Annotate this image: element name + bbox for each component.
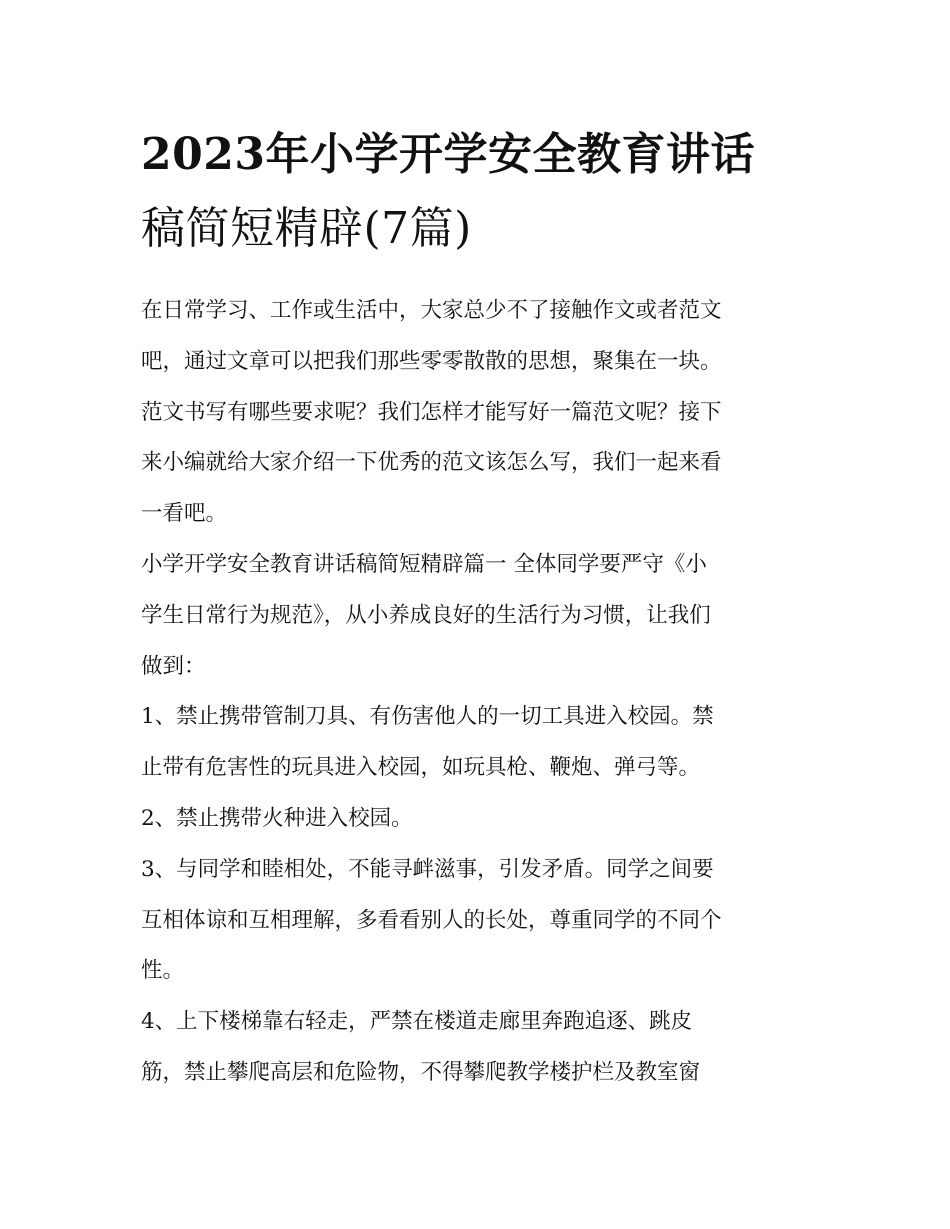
body-line: 性。: [141, 958, 185, 984]
document-title: [141, 118, 813, 266]
body-line: 小学开学安全教育讲话稿简短精辟篇一 全体同学要严守《小: [141, 551, 707, 577]
body-line: 互相体谅和互相理解，多看看别人的长处，尊重同学的不同个: [141, 907, 722, 933]
body-line: 止带有危害性的玩具进入校园，如玩具枪、鞭炮、弹弓等。: [141, 755, 701, 781]
body-line: 范文书写有哪些要求呢？我们怎样才能写好一篇范文呢？接下: [141, 399, 722, 425]
title-line-1: 2023年小学开学安全教育讲话: [141, 129, 755, 180]
body-line: 来小编就给大家介绍一下优秀的范文该怎么写，我们一起来看: [141, 450, 722, 476]
body-line: 2、禁止携带火种进入校园。: [141, 805, 413, 831]
body-line: 学生日常行为规范》，从小养成良好的生活行为习惯，让我们: [141, 602, 711, 628]
body-line: 做到：: [141, 653, 206, 679]
body-line: 筋，禁止攀爬高层和危险物，不得攀爬教学楼护栏及教室窗: [141, 1059, 701, 1085]
body-line: 在日常学习、工作或生活中，大家总少不了接触作文或者范文: [141, 298, 722, 323]
body-line: 吧，通过文章可以把我们那些零零散散的思想，聚集在一块。: [141, 348, 722, 374]
body-line: 4、上下楼梯靠右轻走，严禁在楼道走廊里奔跑追逐、跳皮: [141, 1009, 693, 1035]
body-line: 一看吧。: [141, 501, 228, 527]
body-line: 3、与同学和睦相处，不能寻衅滋事，引发矛盾。同学之间要: [141, 856, 714, 882]
document-body: [141, 286, 813, 1099]
body-line: 1、禁止携带管制刀具、有伤害他人的一切工具进入校园。禁: [141, 704, 714, 730]
title-line-2: 稿简短精辟(7篇): [141, 203, 472, 254]
document-page: [141, 118, 813, 1099]
